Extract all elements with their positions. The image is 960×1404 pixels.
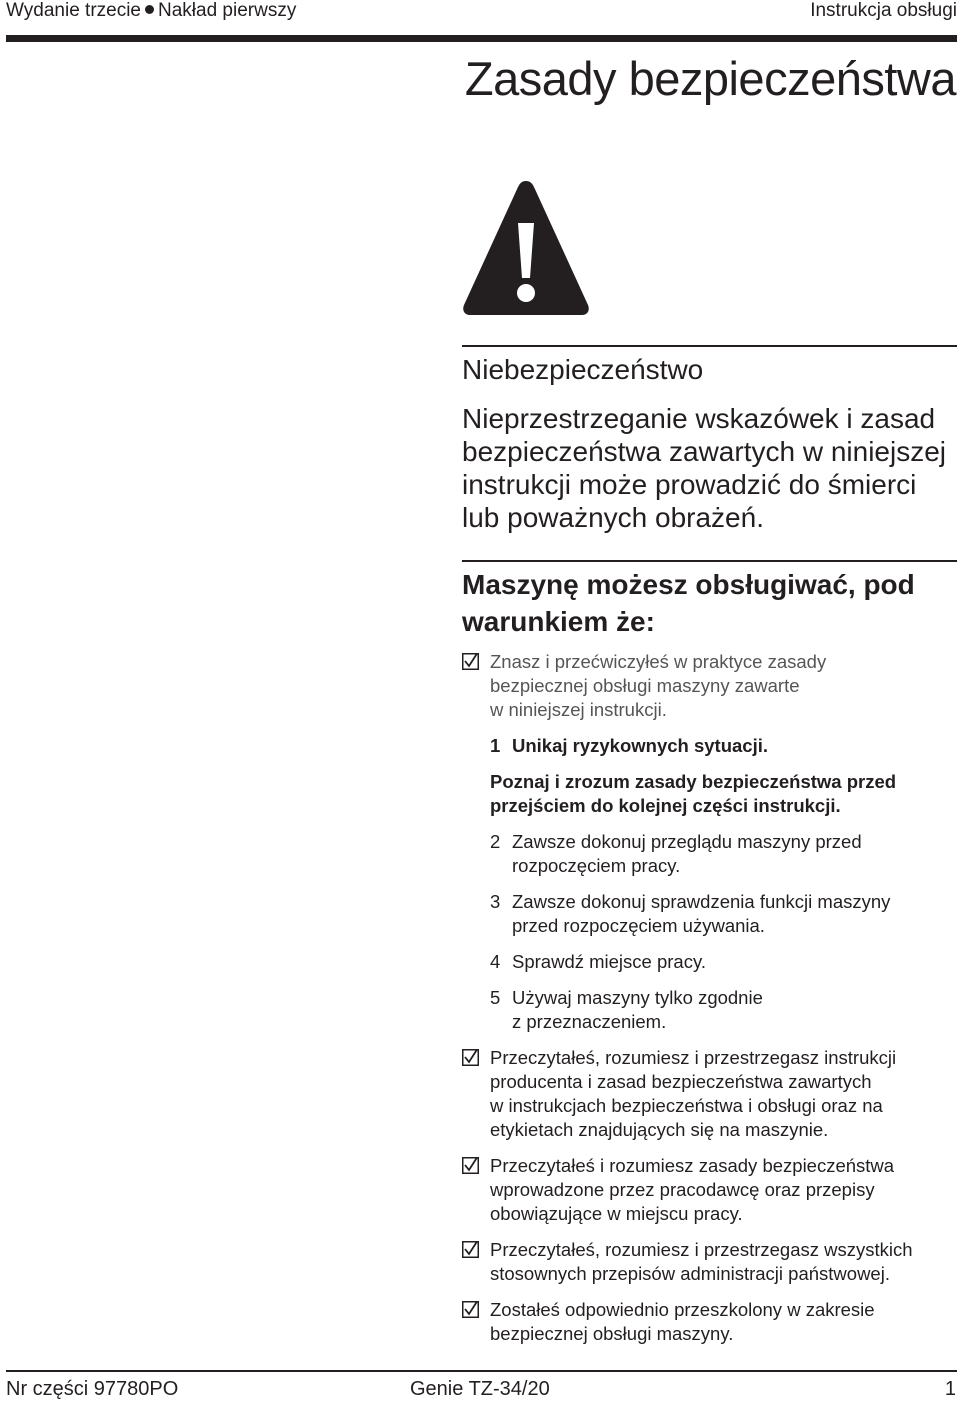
safety-rules-list xyxy=(490,734,957,758)
rule-line: Używaj maszyny tylko zgodnie xyxy=(512,987,763,1008)
item-line: bezpiecznej obsługi maszyny. xyxy=(490,1323,734,1344)
item-line: obowiązujące w miejscu pracy. xyxy=(490,1203,743,1224)
danger-text xyxy=(462,402,957,534)
checkbox-checked-icon xyxy=(462,653,479,670)
checkbox-checked-icon xyxy=(462,1241,479,1258)
requirements-checklist xyxy=(462,650,957,1346)
item-line: producenta i zasad bezpieczeństwa zawartych xyxy=(490,1071,872,1092)
note-line: przejściem do kolejnej części instrukcji. xyxy=(490,795,841,816)
item-line: Zostałeś odpowiednio przeszkolony w zakresie xyxy=(490,1299,875,1320)
section-title-line: warunkiem że: xyxy=(462,606,655,637)
safety-rule xyxy=(490,734,957,758)
checklist-item xyxy=(462,1238,957,1286)
safety-rules-list xyxy=(490,830,957,1034)
rule-note xyxy=(490,770,957,818)
header-divider xyxy=(6,35,957,42)
rule-text: Sprawdź miejsce pracy. xyxy=(512,951,706,972)
checklist-item xyxy=(462,1154,957,1226)
rule-number: 1 xyxy=(490,735,501,756)
item-line: w instrukcjach bezpieczeństwa i obsługi oraz na xyxy=(490,1095,883,1116)
edition-text: Wydanie trzecie xyxy=(6,0,141,21)
item-line: w niniejszej instrukcji. xyxy=(490,699,667,720)
checkbox-checked-icon xyxy=(462,1157,479,1174)
warning-triangle-icon xyxy=(461,178,591,318)
danger-line: instrukcji może prowadzić do śmierci xyxy=(462,469,917,500)
rule-number: 2 xyxy=(490,831,501,852)
rule-line: z przeznaczeniem. xyxy=(512,1011,667,1032)
footer-part-number: Nr części 97780PO xyxy=(6,1378,179,1400)
item-line: stosownych przepisów administracji państwowej. xyxy=(490,1263,890,1284)
checkbox-checked-icon xyxy=(462,1301,479,1318)
safety-rule xyxy=(490,890,957,938)
danger-divider xyxy=(462,345,957,347)
rule-number: 5 xyxy=(490,987,501,1008)
safety-rule xyxy=(490,830,957,878)
item-line: Przeczytałeś, rozumiesz i przestrzegasz wszystkich xyxy=(490,1239,913,1260)
item-line: Przeczytałeś, rozumiesz i przestrzegasz instrukcji xyxy=(490,1047,897,1068)
item-line: Przeczytałeś i rozumiesz zasady bezpieczeństwa xyxy=(490,1155,895,1176)
header-edition xyxy=(6,0,296,22)
section-divider xyxy=(462,560,957,562)
rule-number: 3 xyxy=(490,891,501,912)
section-title-line: Maszynę możesz obsługiwać, pod xyxy=(462,569,915,600)
safety-rule xyxy=(490,950,957,974)
note-line: Poznaj i zrozum zasady bezpieczeństwa przed xyxy=(490,771,897,792)
safety-rule xyxy=(490,986,957,1034)
checklist-item xyxy=(462,1046,957,1142)
rule-line: rozpoczęciem pracy. xyxy=(512,855,681,876)
rule-line: przed rozpoczęciem używania. xyxy=(512,915,765,936)
danger-line: bezpieczeństwa zawartych w niniejszej xyxy=(462,436,946,467)
header-doc-type: Instrukcja obsługi xyxy=(810,0,957,21)
item-line: etykietach znajdujących się na maszynie. xyxy=(490,1119,829,1140)
checkbox-checked-icon xyxy=(462,1049,479,1066)
footer-divider xyxy=(6,1370,957,1372)
rule-text: Unikaj ryzykownych sytuacji. xyxy=(512,735,769,756)
footer-model: Genie TZ-34/20 xyxy=(410,1378,550,1400)
rule-line: Zawsze dokonuj przeglądu maszyny przed xyxy=(512,831,862,852)
danger-line: lub poważnych obrażeń. xyxy=(462,502,764,533)
danger-title: Niebezpieczeństwo xyxy=(462,354,704,385)
footer-page-number: 1 xyxy=(944,1378,956,1400)
section-title xyxy=(462,566,957,640)
rule-line: Zawsze dokonuj sprawdzenia funkcji maszyny xyxy=(512,891,891,912)
item-line: wprowadzone przez pracodawcę oraz przepisy xyxy=(490,1179,875,1200)
rule-number: 4 xyxy=(490,951,501,972)
danger-line: Nieprzestrzeganie wskazówek i zasad xyxy=(462,403,936,434)
checklist-item xyxy=(462,1298,957,1346)
item-line: Znasz i przećwiczyłeś w praktyce zasady xyxy=(490,651,827,672)
item-line: bezpiecznej obsługi maszyny zawarte xyxy=(490,675,800,696)
checklist-item xyxy=(462,650,957,1034)
bullet-dot-icon xyxy=(145,5,154,14)
page-title: Zasady bezpieczeństwa xyxy=(464,52,956,105)
printing-text: Nakład pierwszy xyxy=(158,0,297,21)
